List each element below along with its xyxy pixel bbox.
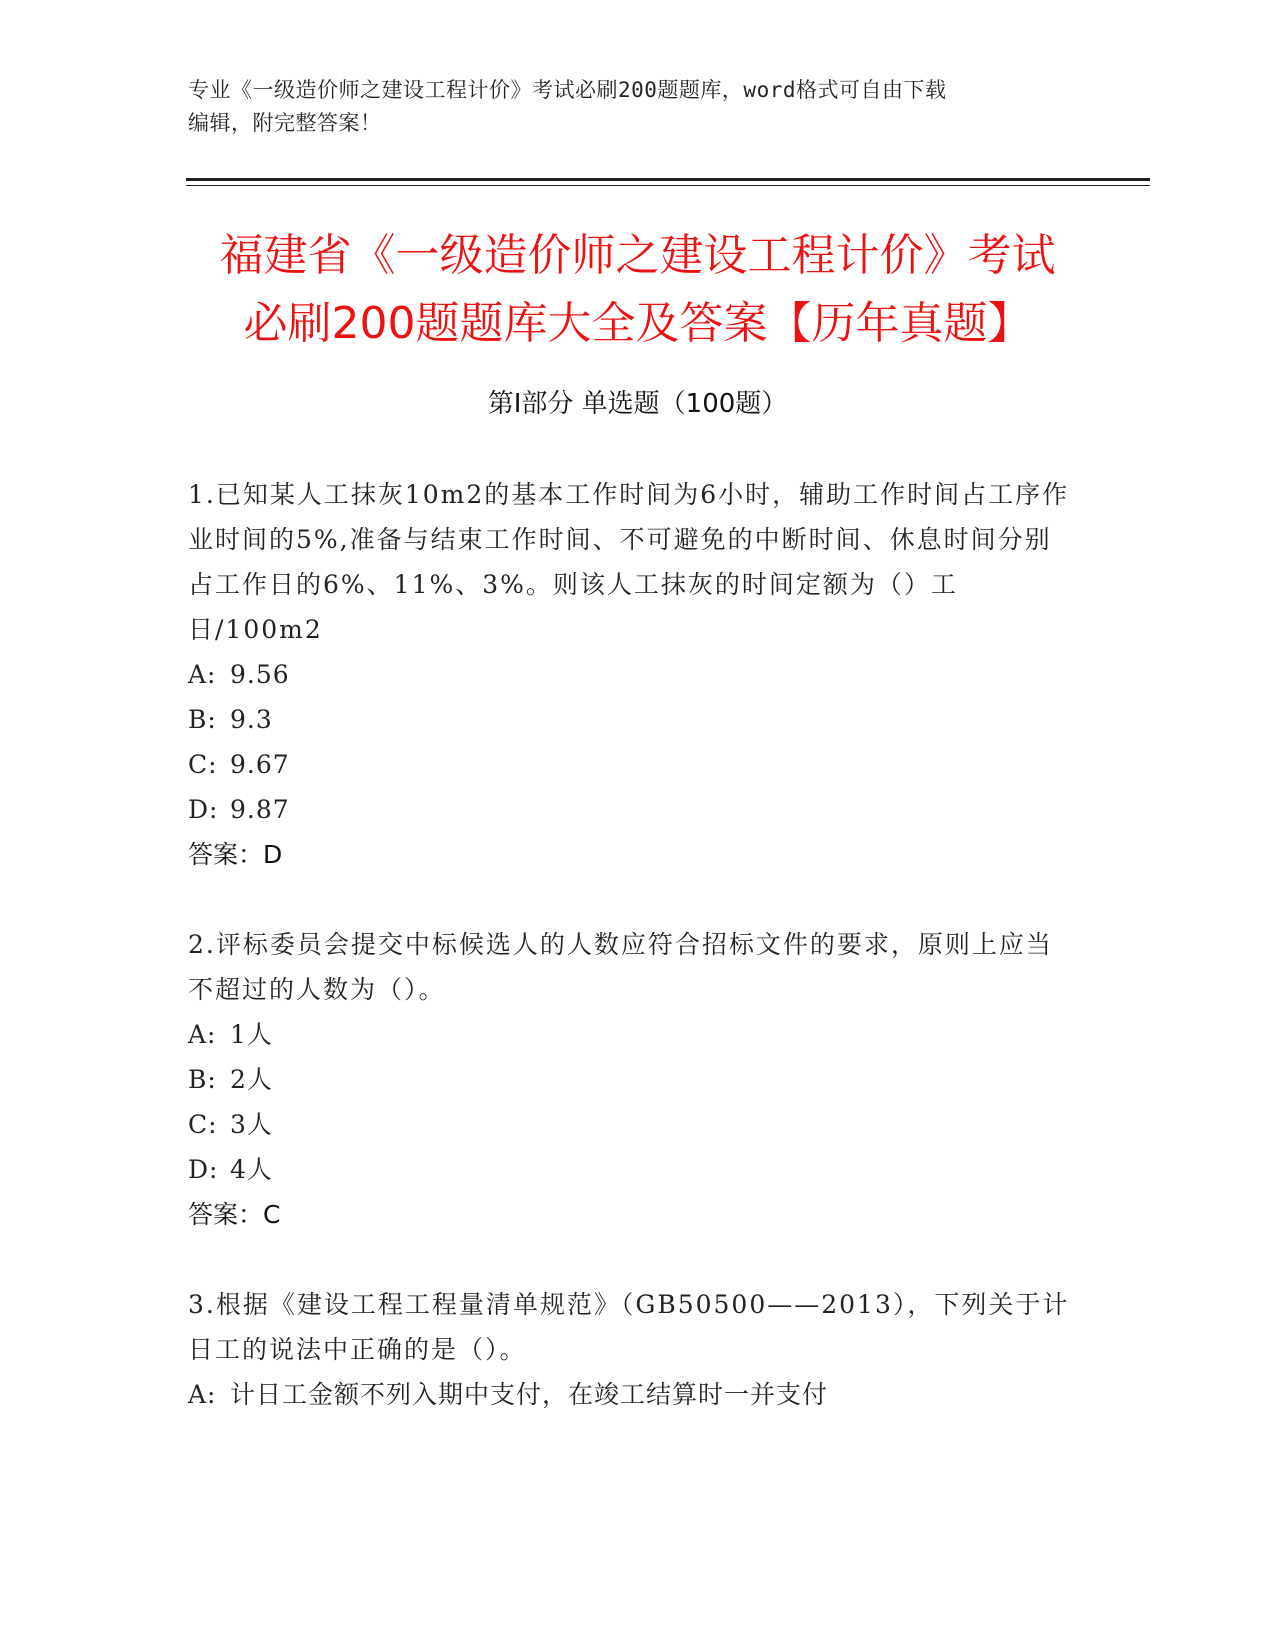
option-text: 计日工金额不列入期中支付，在竣工结算时一并支付 bbox=[230, 1380, 829, 1409]
option-text: 2人 bbox=[230, 1065, 273, 1094]
document-title bbox=[150, 222, 1125, 358]
option-letter: D: bbox=[188, 1155, 219, 1184]
option-letter: C: bbox=[188, 750, 218, 779]
header-note-line-1: 专业《一级造价师之建设工程计价》考试必刷200题题库，word格式可自由下载 bbox=[188, 78, 947, 102]
question-1 bbox=[188, 472, 1078, 877]
option-a bbox=[188, 1372, 1078, 1417]
title-line-2: 必刷200题题库大全及答案【历年真题】 bbox=[243, 298, 1032, 349]
option-text: 4人 bbox=[230, 1155, 273, 1184]
option-letter: A: bbox=[188, 660, 217, 689]
option-d bbox=[188, 787, 1078, 832]
option-letter: A: bbox=[188, 1380, 217, 1409]
option-b bbox=[188, 697, 1078, 742]
question-3 bbox=[188, 1282, 1078, 1417]
option-text: 9.3 bbox=[230, 705, 273, 734]
option-a bbox=[188, 652, 1078, 697]
option-letter: B: bbox=[188, 705, 217, 734]
option-c bbox=[188, 742, 1078, 787]
option-text: 9.67 bbox=[230, 750, 290, 779]
header-note-line-2: 编辑，附完整答案！ bbox=[188, 111, 382, 135]
option-letter: D: bbox=[188, 795, 219, 824]
option-a bbox=[188, 1012, 1078, 1057]
answer-label: 答案：D bbox=[188, 840, 283, 869]
header-note bbox=[188, 74, 1088, 140]
option-text: 1人 bbox=[230, 1020, 273, 1049]
option-text: 9.87 bbox=[230, 795, 290, 824]
question-list bbox=[188, 472, 1078, 1462]
option-b bbox=[188, 1057, 1078, 1102]
option-text: 3人 bbox=[230, 1110, 273, 1139]
option-d bbox=[188, 1147, 1078, 1192]
question-stem: 1.已知某人工抹灰10m2的基本工作时间为6小时，辅助工作时间占工序作业时间的5%,准备与结束工作时间、不可避免的中断时间、休息时间分别占工作日的6%、11%、3%。则该人工抹灰的时间定额为（）工日/100m2 bbox=[188, 480, 1070, 644]
option-c bbox=[188, 1102, 1078, 1147]
header-divider-thick bbox=[186, 178, 1150, 181]
answer-label: 答案：C bbox=[188, 1200, 281, 1229]
question-2 bbox=[188, 922, 1078, 1237]
section-heading: 第Ⅰ部分 单选题（100题） bbox=[487, 389, 788, 419]
option-letter: A: bbox=[188, 1020, 217, 1049]
question-stem: 2.评标委员会提交中标候选人的人数应符合招标文件的要求，原则上应当不超过的人数为（）。 bbox=[188, 930, 1053, 1004]
title-line-1: 福建省《一级造价师之建设工程计价》考试 bbox=[219, 230, 1056, 281]
header-divider-thin bbox=[186, 185, 1150, 186]
option-letter: B: bbox=[188, 1065, 217, 1094]
option-letter: C: bbox=[188, 1110, 218, 1139]
question-stem: 3.根据《建设工程工程量清单规范》（GB50500——2013），下列关于计日工的说法中正确的是（）。 bbox=[188, 1290, 1070, 1364]
option-text: 9.56 bbox=[230, 660, 290, 689]
